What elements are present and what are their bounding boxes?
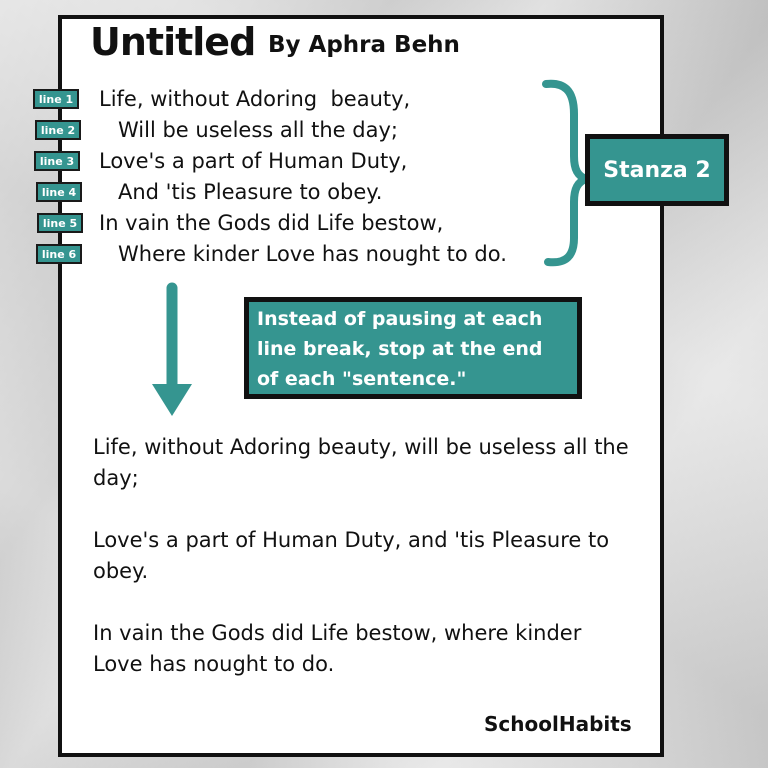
instruction-note: Instead of pausing at each line break, stop at the end of each "sentence.": [244, 297, 582, 399]
line-tag-6: line 6: [36, 244, 82, 264]
curly-brace-icon: [540, 78, 590, 268]
poem-line-1: Life, without Adoring beauty,: [99, 87, 411, 111]
poem-line-4: And 'tis Pleasure to obey.: [118, 180, 383, 204]
line-tag-2: line 2: [35, 120, 81, 140]
stanza-label: Stanza 2: [585, 134, 729, 206]
prose-sentence-2: Love's a part of Human Duty, and 'tis Pleasure to obey.: [93, 528, 610, 583]
poem-line-3: Love's a part of Human Duty,: [99, 149, 408, 173]
brand-logo: SchoolHabits: [484, 712, 632, 736]
line-tag-3: line 3: [34, 151, 80, 171]
poem-line-6: Where kinder Love has nought to do.: [118, 242, 507, 266]
prose-sentence-1: Life, without Adoring beauty, will be useless all the day;: [93, 435, 629, 490]
poem-line-2: Will be useless all the day;: [118, 118, 398, 142]
prose-sentence-3: In vain the Gods did Life bestow, where kinder Love has nought to do.: [93, 621, 582, 676]
line-tag-5: line 5: [37, 213, 83, 233]
line-tag-1: line 1: [33, 89, 79, 109]
poem-title: Untitled: [90, 20, 256, 64]
poem-author: By Aphra Behn: [268, 32, 460, 58]
arrow-down-icon: [150, 282, 194, 418]
poem-line-5: In vain the Gods did Life bestow,: [99, 211, 444, 235]
line-tag-4: line 4: [36, 182, 82, 202]
